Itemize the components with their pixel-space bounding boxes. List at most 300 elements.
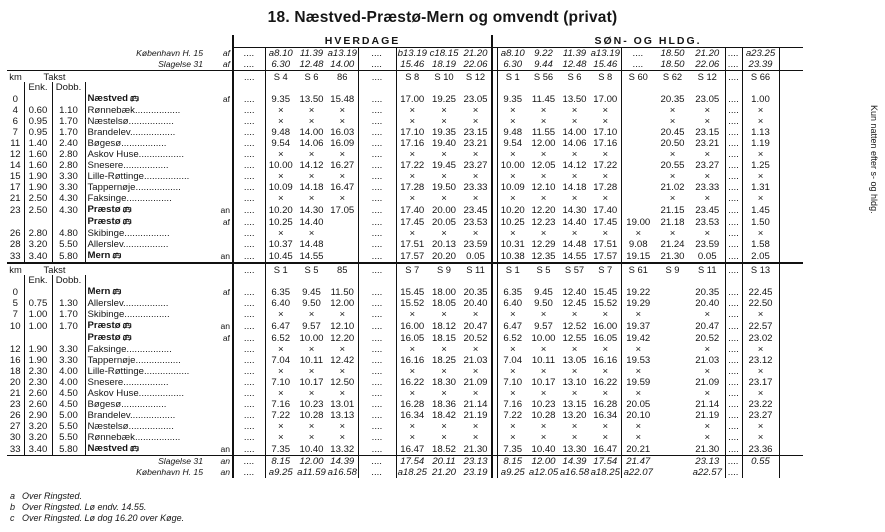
column-header-row bbox=[7, 275, 803, 286]
station-suffix bbox=[205, 355, 233, 366]
time-cell: × bbox=[472, 309, 479, 320]
time-cell: × bbox=[621, 432, 655, 443]
time-cell: × bbox=[396, 149, 428, 160]
time-cell: 14.48 bbox=[299, 239, 324, 250]
dots-cell: .... bbox=[725, 320, 742, 332]
takst-header: Takst bbox=[24, 263, 85, 275]
time-cell: × bbox=[497, 421, 528, 432]
time-cell: × bbox=[571, 432, 578, 443]
feeder-time: 22.06 bbox=[463, 59, 488, 70]
time-cell: × bbox=[571, 171, 578, 182]
time-cell: × bbox=[742, 149, 779, 160]
time-cell: × bbox=[621, 344, 655, 355]
feeder-time: 6.30 bbox=[497, 59, 528, 71]
dots-cell: .... bbox=[725, 298, 742, 309]
feeder-time: 17.54 bbox=[396, 456, 428, 468]
feeder-time: 21.20 bbox=[695, 48, 720, 59]
time-cell: 10.45 bbox=[265, 250, 296, 263]
feeder-suffix: an bbox=[220, 467, 230, 477]
time-cell bbox=[655, 399, 690, 410]
station-name: Mern 🚌︎ bbox=[85, 286, 205, 298]
time-cell: × bbox=[540, 432, 547, 443]
time-cell: × bbox=[339, 105, 346, 116]
dots-cell: .... bbox=[233, 228, 265, 239]
feeder-time: 21.47 bbox=[621, 456, 655, 468]
fare-return: 3.30 bbox=[52, 355, 85, 366]
fare-single: 0.75 bbox=[24, 298, 52, 309]
fare-single: 2.50 bbox=[24, 193, 52, 204]
station-suffix bbox=[205, 377, 233, 388]
time-cell: 13.15 bbox=[562, 399, 587, 410]
dots-cell: .... bbox=[233, 263, 265, 275]
time-cell: × bbox=[540, 149, 547, 160]
time-cell: 18.36 bbox=[431, 399, 456, 410]
feeder-station-name: København H. 15 bbox=[136, 47, 203, 58]
time-cell bbox=[621, 149, 655, 160]
station-name: Brandelev................. bbox=[85, 127, 205, 138]
time-cell: 18.30 bbox=[431, 377, 456, 388]
blank-cell bbox=[779, 127, 803, 138]
fare-return: 5.50 bbox=[52, 432, 85, 443]
blank-cell bbox=[559, 82, 590, 93]
blank-cell bbox=[779, 332, 803, 344]
time-cell: S 8 bbox=[396, 71, 428, 83]
station-suffix bbox=[205, 309, 233, 320]
time-cell: × bbox=[472, 171, 479, 182]
dots-cell: .... bbox=[358, 366, 396, 377]
time-cell: × bbox=[441, 193, 447, 204]
time-cell bbox=[621, 182, 655, 193]
time-cell: × bbox=[742, 344, 779, 355]
time-cell: × bbox=[265, 116, 296, 127]
fare-return bbox=[52, 286, 85, 298]
time-cell: 16.09 bbox=[330, 138, 355, 149]
time-cell: 19.42 bbox=[621, 332, 655, 344]
time-cell: 13.50 bbox=[299, 93, 324, 105]
time-cell bbox=[621, 93, 655, 105]
feeder-row bbox=[7, 456, 803, 468]
dots-cell: .... bbox=[358, 239, 396, 250]
km-cell: 26 bbox=[9, 410, 21, 421]
dots-cell: .... bbox=[233, 239, 265, 250]
feeder-time: c18.15 bbox=[429, 48, 459, 59]
feeder-time: 20.11 bbox=[428, 456, 460, 468]
time-cell: 7.35 bbox=[497, 443, 528, 456]
time-cell: 1.13 bbox=[742, 127, 779, 138]
time-cell: 15.52 bbox=[593, 298, 618, 309]
dots-cell: .... bbox=[725, 377, 742, 388]
dots-cell: .... bbox=[358, 216, 396, 228]
time-cell: S 12 bbox=[690, 71, 725, 83]
dots-cell: .... bbox=[233, 344, 265, 355]
blank-cell bbox=[7, 59, 24, 71]
time-cell: S 10 bbox=[428, 71, 460, 83]
dots-cell: .... bbox=[233, 105, 265, 116]
feeder-time: 14.39 bbox=[327, 456, 358, 468]
blank-cell bbox=[779, 263, 803, 275]
time-cell: 19.37 bbox=[621, 320, 655, 332]
time-cell: 20.40 bbox=[695, 298, 720, 309]
dots-cell: .... bbox=[233, 138, 265, 149]
time-cell: 14.48 bbox=[562, 239, 587, 250]
feeder-time: 23.13 bbox=[460, 456, 492, 468]
time-cell: S 5 bbox=[296, 263, 327, 275]
time-cell: × bbox=[669, 105, 676, 116]
fare-single: 2.50 bbox=[24, 204, 52, 216]
time-cell: × bbox=[396, 432, 428, 443]
time-cell: 7.16 bbox=[497, 399, 528, 410]
time-cell: 17.05 bbox=[330, 204, 355, 216]
blank-cell bbox=[779, 432, 803, 443]
time-cell: × bbox=[742, 116, 779, 127]
time-cell: 13.20 bbox=[562, 410, 587, 421]
time-cell: 20.05 bbox=[621, 399, 655, 410]
time-cell: × bbox=[339, 171, 346, 182]
time-cell bbox=[655, 355, 690, 366]
time-cell: 17.22 bbox=[593, 160, 618, 171]
sunday-header: SØN- OG HLDG. bbox=[492, 35, 803, 48]
blank-cell bbox=[52, 59, 85, 71]
time-cell: 16.34 bbox=[396, 410, 428, 421]
time-cell: 15.45 bbox=[593, 286, 618, 298]
time-cell: 18.05 bbox=[431, 298, 456, 309]
station-name: Bøgesø................. bbox=[85, 399, 205, 410]
time-cell: 10.00 bbox=[265, 160, 296, 171]
dots-cell: .... bbox=[358, 456, 396, 468]
blank-cell bbox=[779, 193, 803, 204]
time-cell: 14.40 bbox=[299, 216, 324, 228]
blank-cell bbox=[779, 275, 803, 286]
blank-cell bbox=[24, 59, 52, 71]
station-name: Askov Huse................. bbox=[85, 388, 205, 399]
time-cell: S 9 bbox=[655, 263, 690, 275]
time-cell: 17.10 bbox=[593, 127, 618, 138]
time-cell: 16.05 bbox=[593, 332, 618, 344]
km-cell: 15 bbox=[9, 171, 21, 182]
dots-cell: .... bbox=[233, 298, 265, 309]
time-cell: S 4 bbox=[265, 71, 296, 83]
dots-cell: .... bbox=[725, 332, 742, 344]
km-header: km bbox=[7, 263, 24, 275]
takst-header: Takst bbox=[24, 71, 85, 83]
dots-cell: .... bbox=[233, 216, 265, 228]
time-cell: 16.28 bbox=[396, 399, 428, 410]
time-cell: 16.28 bbox=[593, 399, 618, 410]
dots-cell: .... bbox=[725, 171, 742, 182]
time-cell: 10.38 bbox=[497, 250, 528, 263]
feeder-time: 18.50 bbox=[660, 48, 685, 59]
dots-cell: .... bbox=[233, 182, 265, 193]
blank-cell bbox=[590, 82, 621, 93]
time-cell: 0.05 bbox=[697, 250, 717, 262]
dots-cell: .... bbox=[233, 149, 265, 160]
time-cell: × bbox=[621, 388, 655, 399]
feeder-time: 11.39 bbox=[562, 48, 587, 59]
dots-cell: .... bbox=[358, 263, 396, 275]
dots-cell: .... bbox=[233, 93, 265, 105]
time-cell: × bbox=[308, 105, 315, 116]
time-cell: × bbox=[704, 171, 711, 182]
dots-cell: .... bbox=[725, 182, 742, 193]
feeder-time: 6.30 bbox=[265, 59, 296, 71]
time-cell: S 13 bbox=[742, 263, 779, 275]
dots-cell: .... bbox=[233, 399, 265, 410]
time-cell: 14.30 bbox=[562, 204, 587, 216]
time-cell: × bbox=[742, 432, 779, 443]
time-cell: × bbox=[704, 421, 711, 432]
station-row bbox=[7, 239, 803, 250]
dots-cell: .... bbox=[358, 298, 396, 309]
blank-cell bbox=[396, 275, 428, 286]
time-cell: × bbox=[540, 171, 547, 182]
dots-cell: .... bbox=[358, 320, 396, 332]
time-cell: × bbox=[540, 388, 547, 399]
time-cell: 14.06 bbox=[299, 138, 324, 149]
time-cell: 16.05 bbox=[396, 332, 428, 344]
time-cell: 13.01 bbox=[330, 399, 355, 410]
station-name: Rønnebæk................. bbox=[85, 105, 205, 116]
dots-cell: .... bbox=[725, 432, 742, 443]
time-cell bbox=[655, 388, 690, 399]
time-cell: 17.57 bbox=[593, 250, 618, 262]
time-cell: 9.08 bbox=[621, 239, 655, 250]
fare-single: 1.40 bbox=[24, 138, 52, 149]
time-cell: 23.05 bbox=[695, 93, 720, 105]
station-name: Faksinge................. bbox=[85, 193, 205, 204]
fare-return: 4.50 bbox=[52, 388, 85, 399]
time-cell: 6.40 bbox=[265, 298, 296, 309]
time-cell: × bbox=[497, 193, 528, 204]
dots-cell: .... bbox=[233, 160, 265, 171]
fare-return: 4.30 bbox=[52, 193, 85, 204]
time-cell: 7.10 bbox=[265, 377, 296, 388]
time-cell: × bbox=[540, 105, 547, 116]
time-cell: S 56 bbox=[528, 71, 559, 83]
feeder-suffix: af bbox=[222, 47, 230, 58]
time-cell: 11.45 bbox=[531, 93, 556, 105]
station-suffix bbox=[205, 116, 233, 127]
feeder-time: 14.00 bbox=[330, 59, 355, 70]
dots-cell: .... bbox=[725, 309, 742, 320]
time-cell: × bbox=[339, 193, 346, 204]
time-cell: 14.00 bbox=[299, 127, 324, 138]
enk-header: Enk. bbox=[24, 275, 52, 286]
dobb-header: Dobb. bbox=[52, 275, 85, 286]
blank-cell bbox=[85, 82, 205, 93]
fare-single: 0.95 bbox=[24, 116, 52, 127]
blank-cell bbox=[428, 82, 460, 93]
time-cell: 14.06 bbox=[562, 138, 587, 149]
blank-cell bbox=[528, 275, 559, 286]
time-cell: 17.16 bbox=[593, 138, 618, 149]
time-cell bbox=[655, 320, 690, 332]
time-cell: 12.55 bbox=[562, 332, 587, 344]
time-cell: 20.47 bbox=[695, 320, 720, 332]
station-row bbox=[7, 320, 803, 332]
fare-return: 5.50 bbox=[52, 421, 85, 432]
km-cell: 20 bbox=[9, 377, 21, 388]
time-cell: 10.25 bbox=[265, 216, 296, 228]
time-cell: × bbox=[472, 105, 479, 116]
time-cell: 18.12 bbox=[431, 320, 456, 332]
blank-cell bbox=[779, 309, 803, 320]
dots-cell: .... bbox=[358, 250, 396, 263]
station-suffix bbox=[205, 105, 233, 116]
time-cell: × bbox=[339, 388, 346, 399]
km-cell: 23 bbox=[9, 399, 21, 410]
time-cell: S 7 bbox=[590, 263, 621, 275]
time-cell: × bbox=[265, 421, 296, 432]
km-cell: 7 bbox=[12, 309, 18, 320]
time-cell: 18.15 bbox=[431, 332, 456, 344]
time-cell: × bbox=[396, 366, 428, 377]
time-cell: × bbox=[396, 344, 428, 355]
dots-cell: .... bbox=[725, 366, 742, 377]
time-cell: 19.22 bbox=[621, 286, 655, 298]
station-row bbox=[7, 216, 803, 228]
time-cell: 23.33 bbox=[695, 182, 720, 193]
blank-cell bbox=[779, 388, 803, 399]
time-cell: 12.40 bbox=[562, 286, 587, 298]
time-cell: × bbox=[540, 193, 547, 204]
time-cell: S 12 bbox=[460, 71, 492, 83]
time-cell: 12.45 bbox=[562, 298, 587, 309]
time-cell: 23.15 bbox=[695, 127, 720, 138]
time-cell: × bbox=[308, 309, 315, 320]
feeder-time: a16.58 bbox=[327, 467, 357, 478]
bus-icon: 🚌︎ bbox=[122, 323, 132, 330]
blank-cell bbox=[590, 275, 621, 286]
time-cell: 10.00 bbox=[299, 332, 324, 344]
time-cell: 20.50 bbox=[660, 138, 685, 149]
footnote-letter: c bbox=[10, 513, 15, 523]
station-suffix bbox=[205, 366, 233, 377]
blank-cell bbox=[779, 399, 803, 410]
fare-single: 1.90 bbox=[24, 355, 52, 366]
station-row bbox=[7, 171, 803, 182]
feeder-time: a22.57 bbox=[692, 467, 722, 478]
km-cell: 26 bbox=[9, 228, 21, 239]
station-name: Præstø 🚌︎ bbox=[85, 216, 205, 228]
time-cell: × bbox=[308, 116, 315, 127]
station-name: Tappernøje................. bbox=[85, 355, 205, 366]
time-cell: S 9 bbox=[428, 263, 460, 275]
time-cell: × bbox=[339, 149, 346, 160]
time-cell: 10.31 bbox=[497, 239, 528, 250]
time-cell: S 1 bbox=[265, 263, 296, 275]
time-cell bbox=[655, 298, 690, 309]
time-cell: × bbox=[472, 116, 479, 127]
station-name: Lille-Røttinge................. bbox=[85, 366, 205, 377]
time-cell: 2.05 bbox=[742, 250, 779, 263]
station-suffix bbox=[205, 149, 233, 160]
time-cell: 22.45 bbox=[742, 286, 779, 298]
blank-cell bbox=[621, 275, 655, 286]
station-name: Næstved 🚌︎ bbox=[85, 443, 205, 456]
time-cell: S 57 bbox=[559, 263, 590, 275]
blank-cell bbox=[742, 275, 779, 286]
blank-cell bbox=[7, 82, 24, 93]
time-cell: × bbox=[602, 228, 609, 239]
time-cell: 21.14 bbox=[463, 399, 488, 410]
time-cell: × bbox=[308, 193, 315, 204]
time-cell: × bbox=[571, 193, 578, 204]
time-cell: × bbox=[571, 344, 578, 355]
time-cell: 11.50 bbox=[330, 286, 354, 298]
time-cell: × bbox=[472, 193, 479, 204]
dots-cell: .... bbox=[233, 204, 265, 216]
time-cell: 17.45 bbox=[396, 216, 428, 228]
blank-cell bbox=[497, 275, 528, 286]
blank-cell bbox=[779, 298, 803, 309]
feeder-time: 9.22 bbox=[534, 48, 553, 59]
km-cell: 17 bbox=[9, 182, 21, 193]
time-cell: 12.00 bbox=[330, 298, 355, 309]
dots-cell: .... bbox=[233, 116, 265, 127]
station-row bbox=[7, 250, 803, 263]
time-cell: × bbox=[621, 366, 655, 377]
time-cell: 20.52 bbox=[695, 332, 720, 344]
station-row bbox=[7, 160, 803, 171]
feeder-time: a18.25 bbox=[590, 467, 620, 478]
blank-cell bbox=[779, 182, 803, 193]
time-cell: × bbox=[621, 421, 655, 432]
station-row bbox=[7, 309, 803, 320]
time-cell: 20.13 bbox=[431, 239, 456, 250]
time-cell: × bbox=[396, 105, 428, 116]
blank-cell bbox=[528, 82, 559, 93]
dots-cell: .... bbox=[725, 355, 742, 366]
time-cell: × bbox=[472, 228, 479, 239]
blank-cell bbox=[779, 344, 803, 355]
blank-cell bbox=[7, 467, 24, 478]
fare-single: 1.00 bbox=[24, 309, 52, 320]
dots-cell: .... bbox=[725, 71, 742, 83]
time-cell: × bbox=[602, 149, 609, 160]
blank-cell bbox=[779, 443, 803, 456]
time-cell: 23.45 bbox=[463, 204, 488, 216]
blank-cell bbox=[779, 320, 803, 332]
time-cell: 17.57 bbox=[396, 250, 428, 263]
blank-cell bbox=[327, 82, 358, 93]
time-cell: 9.45 bbox=[302, 286, 321, 298]
time-cell: × bbox=[540, 228, 547, 239]
bus-icon: 🚌︎ bbox=[122, 219, 132, 226]
time-cell: 85 bbox=[327, 263, 358, 275]
station-row bbox=[7, 332, 803, 344]
km-cell bbox=[7, 332, 24, 344]
fare-single: 0.95 bbox=[24, 127, 52, 138]
blank-cell bbox=[205, 82, 233, 93]
km-cell: 30 bbox=[9, 432, 21, 443]
time-cell: 16.00 bbox=[593, 320, 618, 332]
time-cell: × bbox=[497, 228, 528, 239]
station-name: Brandelev................. bbox=[85, 410, 205, 421]
time-cell: × bbox=[704, 228, 711, 239]
time-cell: 20.47 bbox=[463, 320, 488, 332]
dots-cell: .... bbox=[725, 399, 742, 410]
time-cell: 23.22 bbox=[742, 399, 779, 410]
km-cell: 33 bbox=[9, 250, 21, 262]
dots-cell: .... bbox=[725, 421, 742, 432]
feeder-time: 12.00 bbox=[528, 456, 559, 468]
feeder-time: a12.05 bbox=[528, 467, 559, 478]
time-cell: × bbox=[265, 193, 296, 204]
time-cell: 17.28 bbox=[593, 182, 618, 193]
km-cell: 28 bbox=[9, 239, 21, 250]
station-row bbox=[7, 127, 803, 138]
time-cell: × bbox=[441, 116, 447, 127]
